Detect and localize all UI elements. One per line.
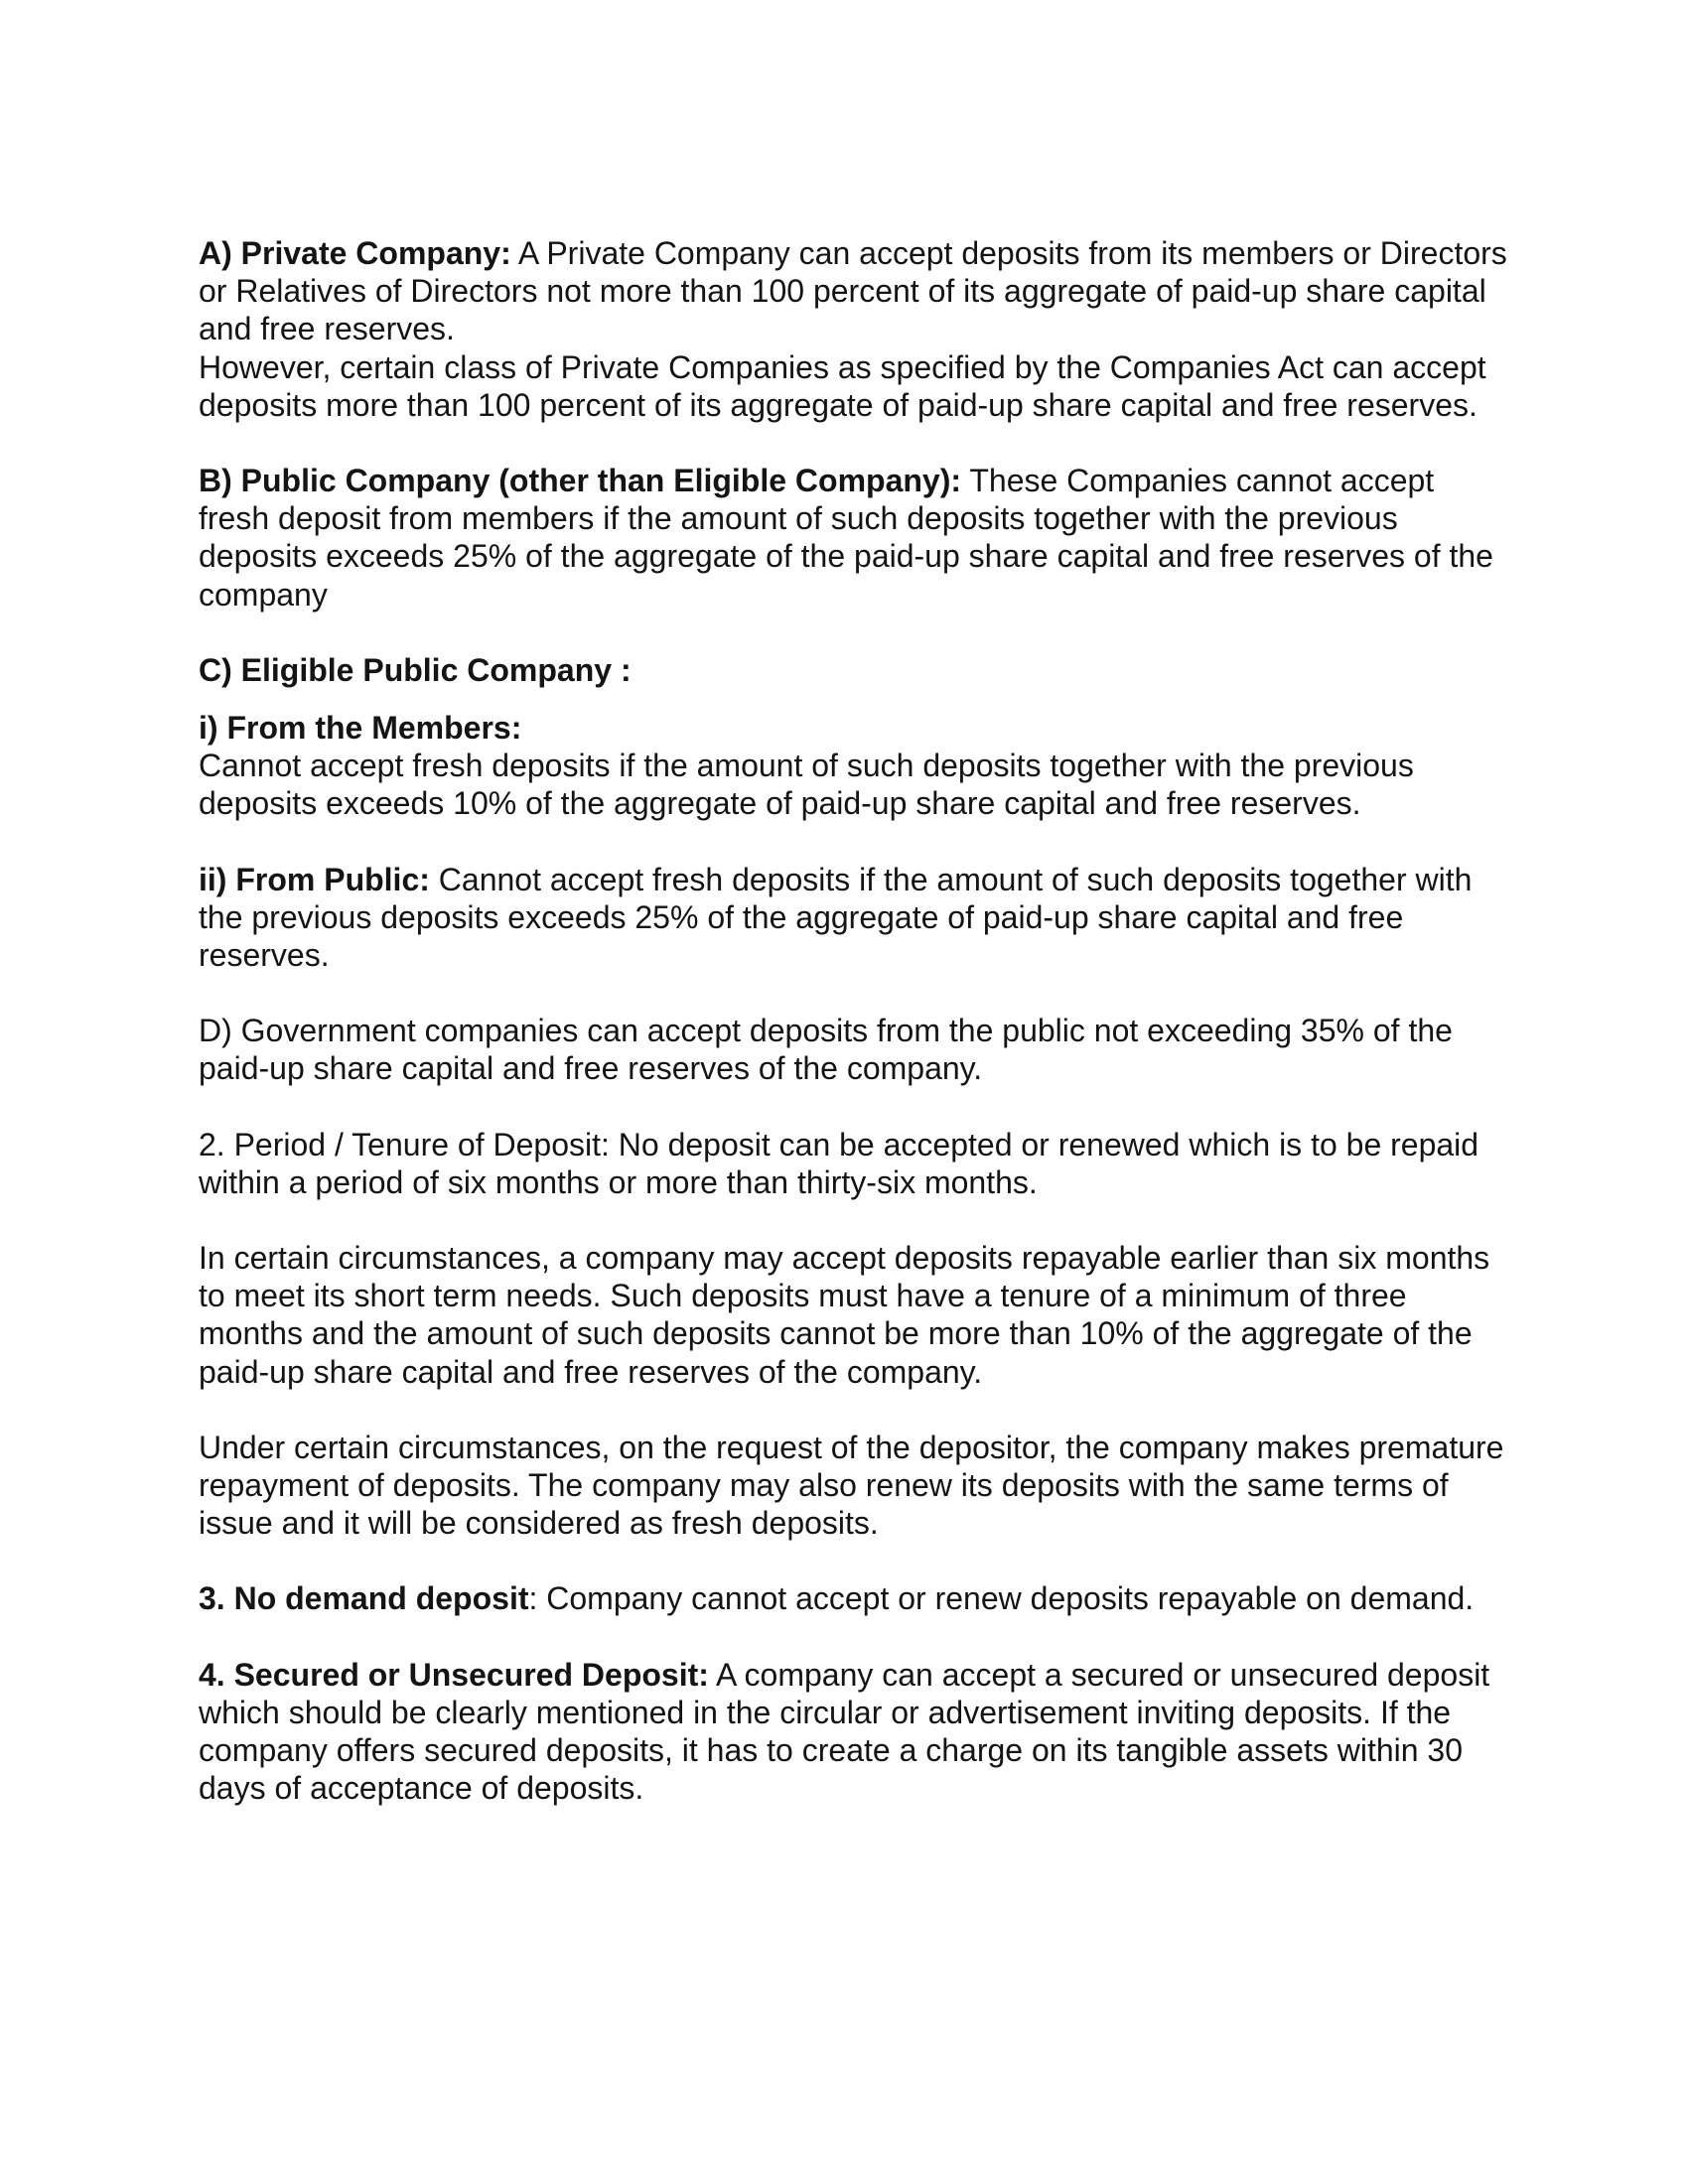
period-tenure-paragraph: 2. Period / Tenure of Deposit: No deposit can be accepted or renewed which is to be repaid within a period of six months or more than thirty-six months. [199,1126,1479,1200]
premature-repayment-paragraph: Under certain circumstances, on the request of the depositor, the company makes premature repayment of deposits. The company may also renew its deposits with the same terms of issue and it will be considered as fresh deposits. [199,1429,1504,1542]
short-term-circumstances-paragraph: In certain circumstances, a company may accept deposits repayable earlier than six months to meet its short term needs. Such deposits must have a tenure of a minimum of three months and the amount of such deposits cannot be more than 10% of the aggregate of the paid-up share capital and free reserves of the company. [199,1240,1490,1390]
eligible-public-company-heading: C) Eligible Public Company : [199,651,632,688]
private-company-paragraph [199,234,1509,348]
public-company-text: These Companies cannot accept fresh deposit from members if the amount of such deposits together with the previous deposits exceeds 25% of the aggregate of the paid-up share capital and free reserves of the company [199,463,1493,613]
government-companies-paragraph: D) Government companies can accept deposits from the public not exceeding 35% of the paid-up share capital and free reserves of the company. [199,1013,1453,1087]
no-demand-deposit-heading: 3. No demand deposit [199,1580,529,1617]
secured-deposit-heading: 4. Secured or Unsecured Deposit: [199,1656,709,1693]
from-public-heading: ii) From Public: [199,861,430,897]
secured-deposit-paragraph [199,1656,1509,1808]
private-company-exception-paragraph: However, certain class of Private Companies as specified by the Companies Act can accept deposits more than 100 percent of its aggregate of paid-up share capital and free reserves. [199,348,1486,423]
document-page [199,234,1509,1808]
public-company-paragraph [199,462,1509,614]
secured-deposit-text: A company can accept a secured or unsecured deposit which should be clearly mentioned in the circular or advertisement inviting deposits. If the company offers secured deposits, it has to create a charge on its tangible assets within 30 days of acceptance of deposits. [199,1656,1490,1807]
private-company-heading: A) Private Company: [199,235,511,271]
from-public-paragraph [199,861,1509,975]
private-company-text: A Private Company can accept deposits from its members or Directors or Relatives of Directors not more than 100 percent of its aggregate of paid-up share capital and free reserves. [199,235,1507,347]
no-demand-deposit-paragraph [199,1579,1509,1617]
from-members-text: Cannot accept fresh deposits if the amount of such deposits together with the previous deposits exceeds 10% of the aggregate of paid-up share capital and free reserves. [199,748,1414,822]
public-company-heading: B) Public Company (other than Eligible Company): [199,463,962,499]
no-demand-deposit-text: : Company cannot accept or renew deposits repayable on demand. [528,1580,1475,1617]
from-public-text: Cannot accept fresh deposits if the amount of such deposits together with the previous deposits exceeds 25% of the aggregate of paid-up share capital and free reserves. [199,861,1473,974]
from-members-heading: i) From the Members: [199,710,522,747]
